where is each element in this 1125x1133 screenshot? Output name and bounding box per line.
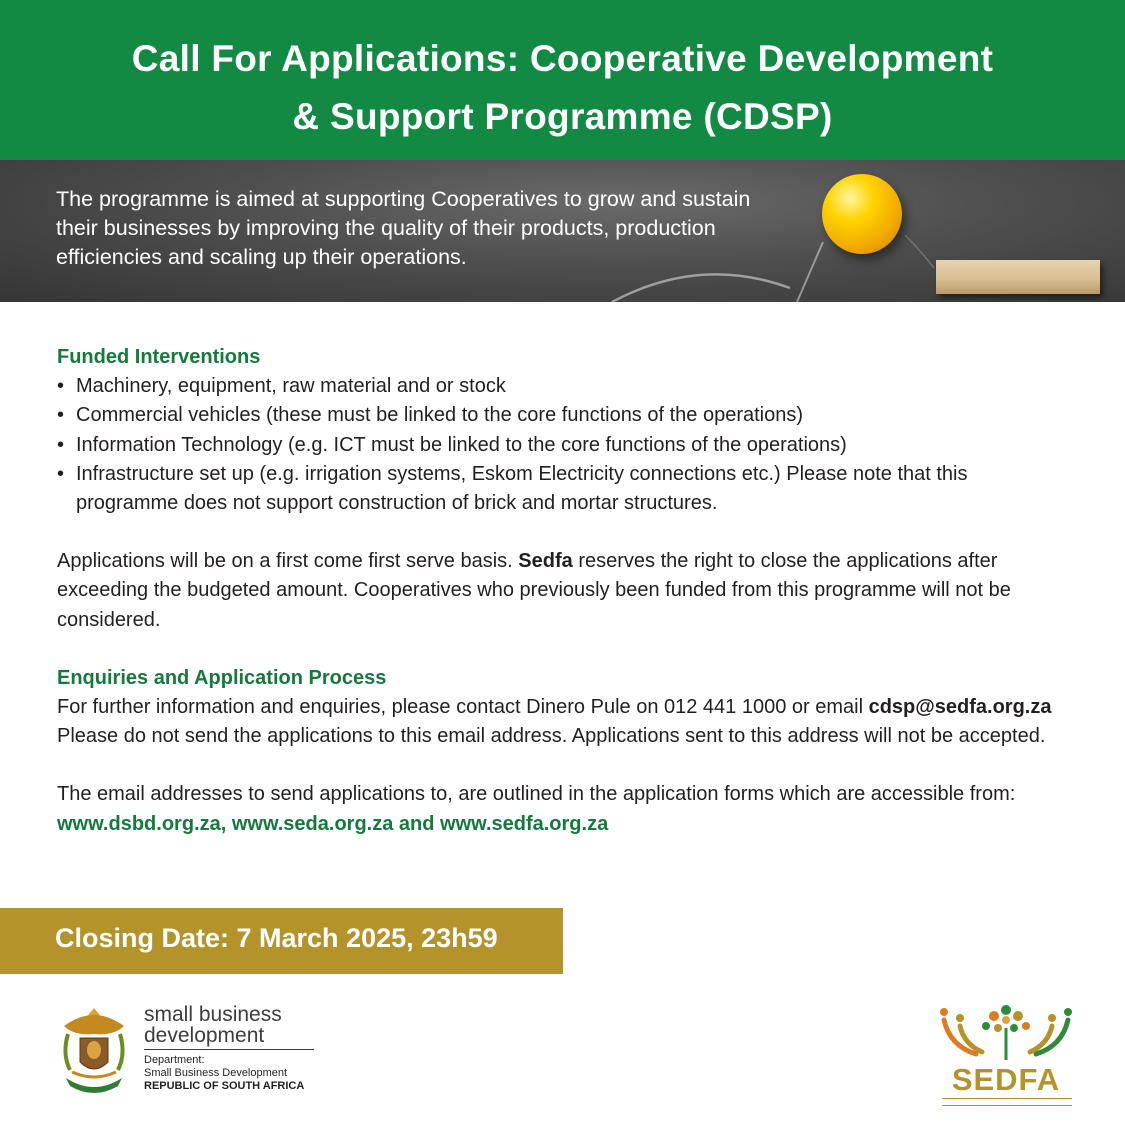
sedfa-bold-text: Sedfa	[518, 550, 573, 573]
title-line-1: Call For Applications: Cooperative Development	[131, 38, 994, 79]
list-item: • Machinery, equipment, raw material and or stock	[57, 372, 1067, 401]
title-line-2: & Support Programme (CDSP)	[292, 96, 833, 137]
dsbd-logo	[58, 1004, 328, 1104]
enquiries-heading: Enquiries and Application Process	[57, 666, 387, 689]
dsbd-wordmark: small business development	[144, 1003, 282, 1047]
list-item: • Information Technology (e.g. ICT must be linked to the core functions of the operations)	[57, 431, 1067, 460]
closing-date-banner: Closing Date: 7 March 2025, 23h59	[0, 908, 563, 974]
department-text: Department: Small Business Development REPUBLIC OF SOUTH AFRICA	[144, 1054, 305, 1092]
funded-interventions-list	[57, 372, 1067, 518]
divider	[144, 1049, 314, 1050]
page-title	[0, 30, 1125, 146]
chalkboard-banner	[0, 160, 1125, 302]
cdsp-email-link[interactable]: cdsp@sedfa.org.za	[868, 696, 1052, 719]
forms-paragraph: The email addresses to send applications to, are outlined in the application forms which are accessible from: www.dsbd.org.za, www.seda.org.za and www.sedfa.org.za	[57, 783, 1016, 835]
yellow-ball-image	[822, 174, 902, 254]
funded-interventions-heading: Funded Interventions	[57, 346, 261, 368]
header-banner	[0, 0, 1125, 160]
list-item: • Commercial vehicles (these must be linked to the core functions of the operations)	[57, 401, 1067, 430]
list-item: • Infrastructure set up (e.g. irrigation systems, Eskom Electricity connections etc.) Please note that this programme does not support construction of brick and mortar structures.	[57, 460, 1067, 518]
coat-of-arms-icon	[58, 1004, 130, 1098]
enquiries-paragraph: For further information and enquiries, please contact Dinero Pule on 012 441 1000 or email cdsp@sedfa.org.za Please do not send the applications to this email address. Applications sent to this address will not be accepted.	[57, 696, 1052, 748]
main-content	[57, 343, 1067, 839]
website-links[interactable]: www.dsbd.org.za, www.seda.org.za and www.sedfa.org.za	[57, 812, 609, 835]
sedfa-logo	[936, 1002, 1076, 1106]
wooden-block-image	[936, 260, 1100, 294]
sedfa-tree-icon	[936, 1002, 1076, 1064]
applications-paragraph: Applications will be on a first come first serve basis. Sedfa reserves the right to close the applications after exceeding the budgeted amount. Cooperatives who previously been funded from this programme will not be considered.	[57, 550, 1011, 631]
sedfa-tagline-decoration	[942, 1098, 1072, 1106]
sedfa-wordmark: SEDFA	[951, 1062, 1061, 1097]
programme-description: The programme is aimed at supporting Cooperatives to grow and sustain their businesses by improving the quality of their products, production efficiencies and scaling up their operations.	[56, 187, 751, 269]
